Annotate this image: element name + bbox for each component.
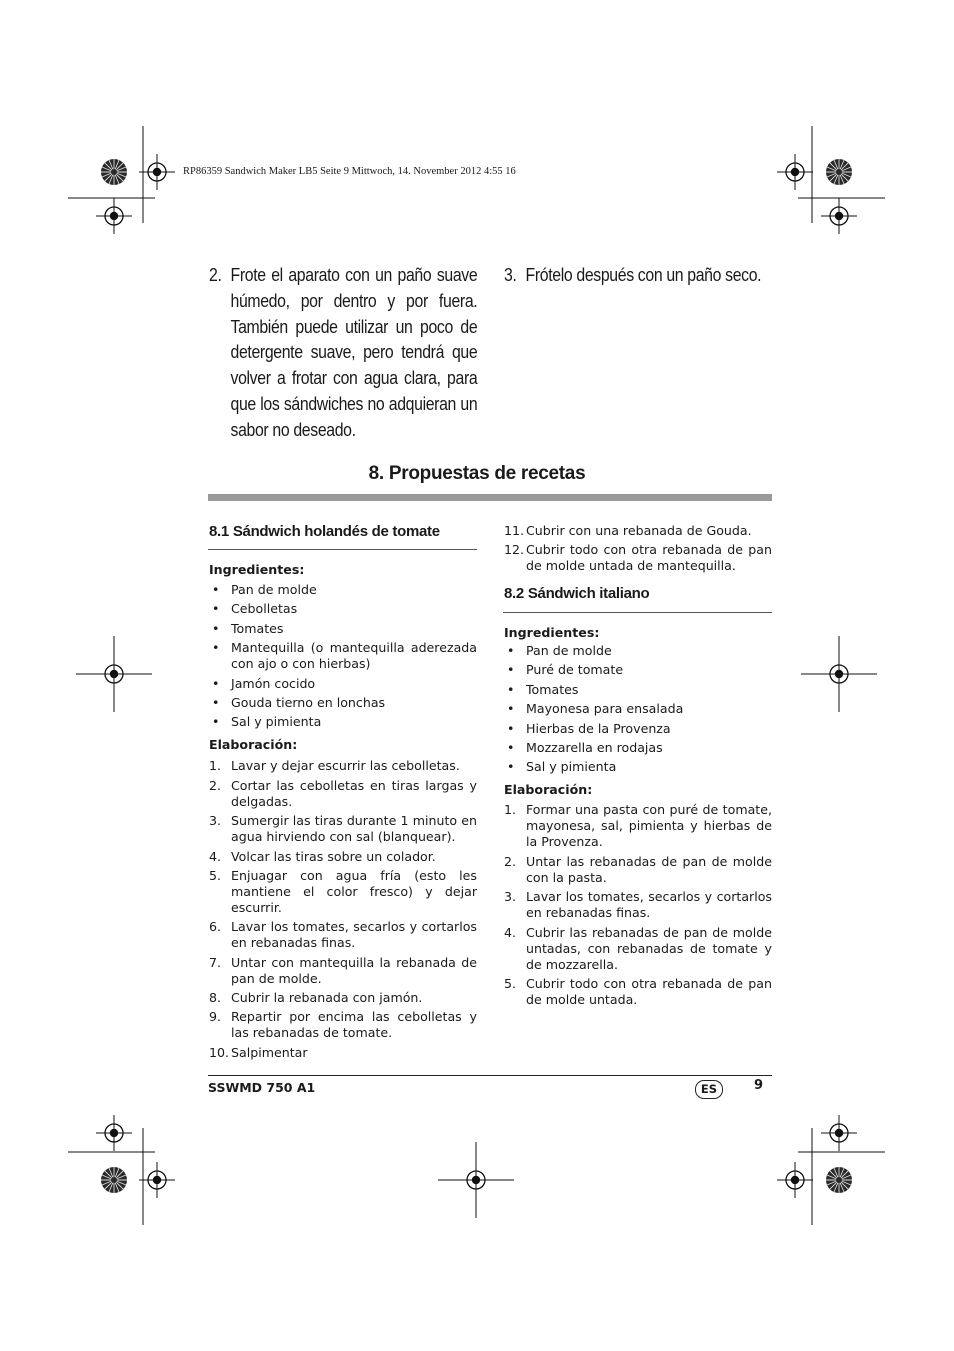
list-item: • Mayonesa para ensalada xyxy=(507,701,684,717)
list-item: 4. Cubrir las rebanadas de pan de molde untadas, con rebanadas de tomate y de mozzarella. xyxy=(504,924,772,972)
bullet-icon: • xyxy=(507,720,515,736)
list-item: • Jamón cocido xyxy=(212,675,316,691)
recipe2-title-rule xyxy=(503,612,772,613)
language-badge: ES xyxy=(695,1080,723,1099)
list-item: 8. Cubrir la rebanada con jamón. xyxy=(209,990,423,1006)
cleaning-step-2 xyxy=(209,262,477,443)
list-item: • Sal y pimienta xyxy=(212,714,322,730)
list-item: 12. Cubrir todo con otra rebanada de pan de molde untada de mantequilla. xyxy=(504,542,772,574)
bullet-icon: • xyxy=(507,739,515,755)
recipe1-ingredients-label: Ingredientes: xyxy=(209,562,305,577)
list-item: • Mozzarella en rodajas xyxy=(507,739,663,755)
list-item: 7. Untar con mantequilla la rebanada de pan de molde. xyxy=(209,954,477,986)
recipe1-title: 8.1 Sándwich holandés de tomate xyxy=(209,523,440,540)
model-number: SSWMD 750 A1 xyxy=(208,1080,316,1095)
list-item: 9. Repartir por encima las cebolletas y las rebanadas de tomate. xyxy=(209,1009,477,1041)
bullet-icon: • xyxy=(212,714,220,730)
footer-rule xyxy=(208,1075,772,1076)
bullet-icon: • xyxy=(507,701,515,717)
bullet-icon: • xyxy=(212,582,220,597)
recipe1-steps-continued xyxy=(504,523,772,578)
recipe1-title-rule xyxy=(208,549,477,550)
cleaning-step-3 xyxy=(504,262,788,288)
list-item: 5. Cubrir todo con otra rebanada de pan de molde untada. xyxy=(504,975,772,1007)
recipe2-steps xyxy=(504,802,772,1008)
bullet-icon: • xyxy=(507,759,515,775)
list-item: • Gouda tierno en lonchas xyxy=(212,694,386,710)
step-text: Frote el aparato con un paño suave húmedo, por dentro y por fuera. También puede utilizar un poco de detergente suave, pero tendrá que volver a frotar con agua clara, para que los sándwiches no adquieran un sabor no deseado. xyxy=(230,264,478,440)
list-item: 5. Enjuagar con agua fría (esto les mantiene el color fresco) y dejar escurrir. xyxy=(209,867,477,915)
step-text: Frótelo después con un paño seco. xyxy=(525,264,762,285)
recipe2-title: 8.2 Sándwich italiano xyxy=(504,585,650,602)
list-item: • Tomates xyxy=(507,681,579,697)
bullet-icon: • xyxy=(212,640,220,656)
list-item: 4. Volcar las tiras sobre un colador. xyxy=(209,848,436,864)
list-item: 3. Lavar los tomates, secarlos y cortarlos en rebanadas finas. xyxy=(504,889,772,921)
list-item: 1. Formar una pasta con puré de tomate, mayonesa, sal, pimienta y hierbas de la Provenza. xyxy=(504,802,772,850)
list-item: 6. Lavar los tomates, secarlos y cortarlos en rebanadas finas. xyxy=(209,919,477,951)
list-item: • Pan de molde xyxy=(507,643,612,658)
bullet-icon: • xyxy=(212,675,220,691)
list-item: • Cebolletas xyxy=(212,601,298,617)
list-item: 3. Sumergir las tiras durante 1 minuto en agua hirviendo con sal (blanquear). xyxy=(209,813,477,845)
print-slug: RP86359 Sandwich Maker LB5 Seite 9 Mittwoch, 14. November 2012 4:55 16 xyxy=(183,166,516,177)
recipe2-ingredients-label: Ingredientes: xyxy=(504,625,600,640)
recipe2-body xyxy=(504,625,772,1011)
bullet-icon: • xyxy=(212,620,220,636)
list-item: • Mantequilla (o mantequilla aderezada con ajo o con hierbas) xyxy=(212,640,477,672)
recipe2-prep-label: Elaboración: xyxy=(504,782,593,798)
list-item: • Puré de tomate xyxy=(507,662,624,678)
list-item: • Sal y pimienta xyxy=(507,759,617,775)
list-item: 2. Untar las rebanadas de pan de molde con la pasta. xyxy=(504,853,772,885)
list-item: • Pan de molde xyxy=(212,582,317,597)
bullet-icon: • xyxy=(212,601,220,617)
list-item: • Hierbas de la Provenza xyxy=(507,720,671,736)
recipe2-ingredients xyxy=(504,643,772,775)
list-item: • Tomates xyxy=(212,620,284,636)
step-number: 2. xyxy=(209,264,222,285)
list-item: 2. Cortar las cebolletas en tiras largas y delgadas. xyxy=(209,777,477,809)
bullet-icon: • xyxy=(212,694,220,710)
recipe1-ingredients xyxy=(209,582,477,730)
bullet-icon: • xyxy=(507,662,515,678)
recipe1-prep-label: Elaboración: xyxy=(209,737,298,753)
section-bar xyxy=(208,494,772,501)
recipe1-body xyxy=(209,562,477,1064)
recipe1-steps xyxy=(209,758,477,1061)
list-item: 10. Salpimentar xyxy=(209,1044,308,1060)
page-number: 9 xyxy=(754,1078,764,1093)
step-number: 3. xyxy=(504,264,517,285)
section-title: 8. Propuestas de recetas xyxy=(368,463,586,484)
bullet-icon: • xyxy=(507,643,515,658)
list-item: 11. Cubrir con una rebanada de Gouda. xyxy=(504,523,752,538)
bullet-icon: • xyxy=(507,681,515,697)
list-item: 1. Lavar y dejar escurrir las cebolletas. xyxy=(209,758,460,774)
